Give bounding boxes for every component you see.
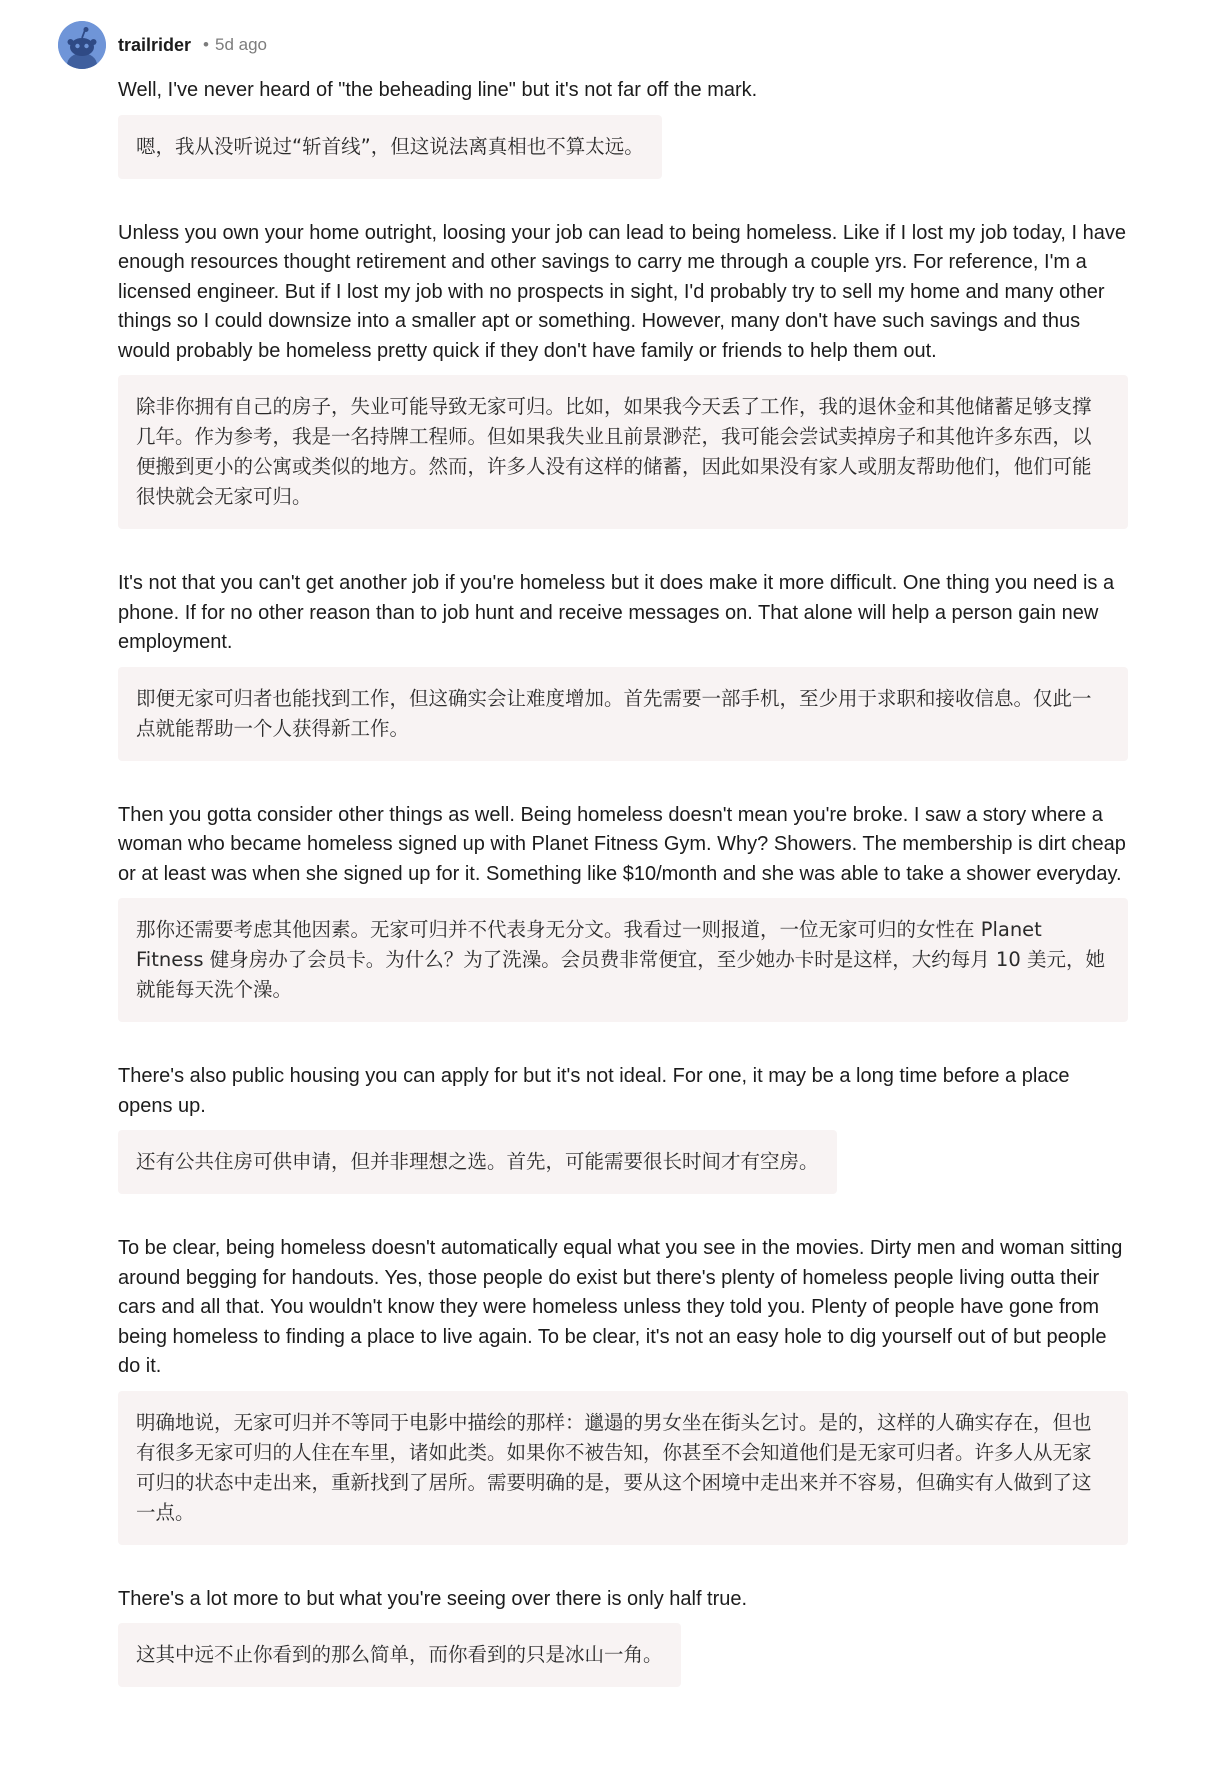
comment-block — [118, 801, 1128, 1023]
comment-paragraph: There's a lot more to but what you're seeing over there is only half true. — [118, 1587, 748, 1610]
comment-paragraph: Well, I've never heard of "the beheading line" but it's not far off the mark. — [118, 79, 758, 101]
translation-box: 明确地说，无家可归并不等同于电影中描绘的那样：邋遢的男女坐在街头乞讨。是的，这样的人确实存在，但也有很多无家可归的人住在车里，诸如此类。如果你不被告知，你甚至不会知道他们是无家可归者。许多人从无家可归的状态中走出来，重新找到了居所。需要明确的是，要从这个困境中走出来并不容易，但确实有人做到了这一点。 — [118, 1391, 1128, 1545]
comment-block — [118, 1234, 1128, 1545]
avatar[interactable] — [58, 21, 106, 69]
translation-box: 那你还需要考虑其他因素。无家可归并不代表身无分文。我看过一则报道，一位无家可归的女性在 Planet Fitness 健身房办了会员卡。为什么？为了洗澡。会员费非常便宜，至少她办卡时是这样，大约每月 10 美元，她就能每天洗个澡。 — [118, 898, 1128, 1022]
comment-paragraph: It's not that you can't get another job if you're homeless but it does make it more difficult. One thing you need is a phone. If for no other reason than to job hunt and receive messages on. That alone will help a person gain new employment. — [118, 572, 1115, 653]
comment-header — [58, 20, 267, 70]
comment-paragraph: To be clear, being homeless doesn't automatically equal what you see in the movies. Dirty men and woman sitting around begging for handouts. Yes, those people do exist but there's plenty of homeless people living outta their cars and all that. You wouldn't know they were homeless unless they told you. Plenty of people have gone from being homeless to finding a place to live again. To be clear, it's not an easy hole to dig yourself out of but people do it. — [118, 1237, 1123, 1377]
comment-body — [118, 76, 1128, 1687]
translation-box: 即便无家可归者也能找到工作，但这确实会让难度增加。首先需要一部手机，至少用于求职和接收信息。仅此一点就能帮助一个人获得新工作。 — [118, 667, 1128, 761]
reddit-snoo-avatar-icon — [58, 21, 106, 69]
meta-separator: • — [203, 35, 209, 54]
username-link[interactable]: trailrider — [118, 34, 192, 55]
comment-block — [118, 569, 1128, 761]
comment-block — [118, 76, 1128, 179]
comment-paragraph: There's also public housing you can apply for but it's not ideal. For one, it may be a long time before a place opens up. — [118, 1065, 1070, 1117]
translation-box: 除非你拥有自己的房子，失业可能导致无家可归。比如，如果我今天丢了工作，我的退休金和其他储蓄足够支撑几年。作为参考，我是一名持牌工程师。但如果我失业且前景渺茫，我可能会尝试卖掉房子和其他许多东西，以便搬到更小的公寓或类似的地方。然而，许多人没有这样的储蓄，因此如果没有家人或朋友帮助他们，他们可能很快就会无家可归。 — [118, 375, 1128, 529]
comment-block — [118, 219, 1128, 530]
comment-meta — [203, 35, 267, 55]
translation-box: 这其中远不止你看到的那么简单，而你看到的只是冰山一角。 — [118, 1623, 681, 1687]
comment-block — [118, 1585, 1128, 1688]
comment-timestamp[interactable]: 5d ago — [214, 35, 267, 54]
comment-block — [118, 1062, 1128, 1194]
comment-paragraph: Unless you own your home outright, loosing your job can lead to being homeless. Like if I lost my job today, I have enough resources thought retirement and other savings to carry me through a couple yrs. For reference, I'm a licensed engineer. But if I lost my job with no prospects in sight, I'd probably try to sell my home and many other things so I could downsize into a smaller apt or something. However, many don't have such savings and thus would probably be homeless pretty quick if they don't have family or friends to help them out. — [118, 221, 1126, 362]
translation-box: 嗯，我从没听说过“斩首线”，但这说法离真相也不算太远。 — [118, 115, 662, 179]
comment-paragraph: Then you gotta consider other things as well. Being homeless doesn't mean you're broke. I saw a story where a woman who became homeless signed up with Planet Fitness Gym. Why? Showers. The membership is dirt cheap or at least was when she signed up for it. Something like $10/month and she was able to take a shower everyday. — [118, 803, 1126, 885]
translation-box: 还有公共住房可供申请，但并非理想之选。首先，可能需要很长时间才有空房。 — [118, 1130, 837, 1194]
